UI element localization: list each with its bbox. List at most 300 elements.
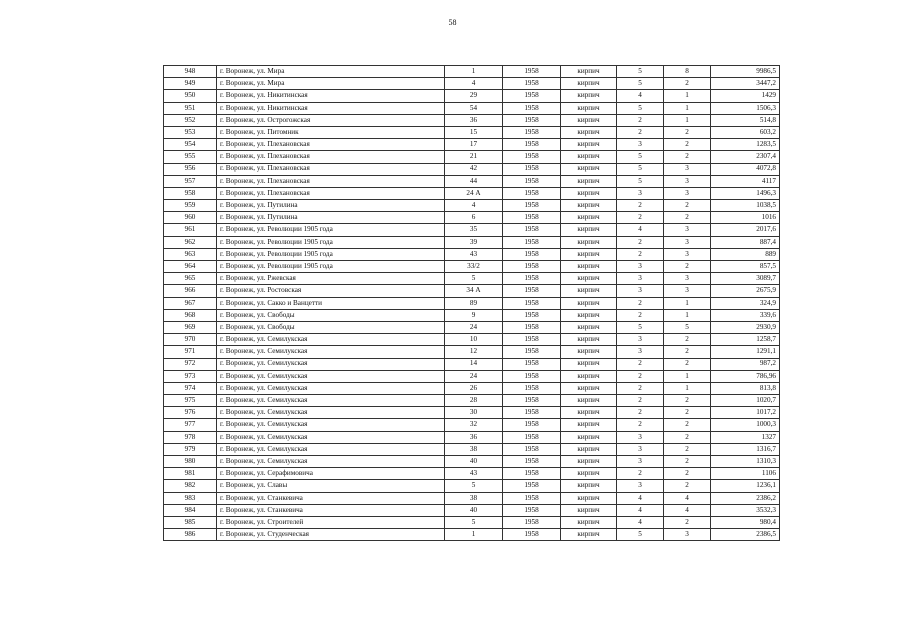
- table-row: [164, 236, 780, 248]
- house-number-cell: 43: [445, 468, 503, 480]
- floors-cell: 2: [617, 212, 664, 224]
- entrances-cell: 2: [664, 395, 711, 407]
- table-row: [164, 212, 780, 224]
- address-cell: г. Воронеж, ул. Плехановская: [217, 151, 445, 163]
- row-number-cell: 982: [164, 480, 217, 492]
- address-cell: г. Воронеж, ул. Студенческая: [217, 529, 445, 541]
- build-year-cell: 1958: [503, 382, 561, 394]
- wall-material-cell: кирпич: [561, 309, 617, 321]
- area-cell: 1506,3: [711, 102, 780, 114]
- wall-material-cell: кирпич: [561, 407, 617, 419]
- floors-cell: 5: [617, 102, 664, 114]
- build-year-cell: 1958: [503, 261, 561, 273]
- house-number-cell: 21: [445, 151, 503, 163]
- build-year-cell: 1958: [503, 102, 561, 114]
- wall-material-cell: кирпич: [561, 285, 617, 297]
- floors-cell: 2: [617, 358, 664, 370]
- build-year-cell: 1958: [503, 443, 561, 455]
- address-cell: г. Воронеж, ул. Революции 1905 года: [217, 236, 445, 248]
- row-number-cell: 960: [164, 212, 217, 224]
- build-year-cell: 1958: [503, 248, 561, 260]
- address-cell: г. Воронеж, ул. Строителей: [217, 516, 445, 528]
- area-cell: 1236,1: [711, 480, 780, 492]
- table-row: [164, 163, 780, 175]
- area-cell: 889: [711, 248, 780, 260]
- row-number-cell: 961: [164, 224, 217, 236]
- address-cell: г. Воронеж, ул. Семилукская: [217, 456, 445, 468]
- entrances-cell: 1: [664, 382, 711, 394]
- floors-cell: 5: [617, 529, 664, 541]
- wall-material-cell: кирпич: [561, 151, 617, 163]
- row-number-cell: 950: [164, 90, 217, 102]
- table-row: [164, 139, 780, 151]
- area-cell: 1496,3: [711, 187, 780, 199]
- house-number-cell: 30: [445, 407, 503, 419]
- wall-material-cell: кирпич: [561, 382, 617, 394]
- entrances-cell: 3: [664, 163, 711, 175]
- wall-material-cell: кирпич: [561, 370, 617, 382]
- wall-material-cell: кирпич: [561, 212, 617, 224]
- build-year-cell: 1958: [503, 126, 561, 138]
- area-cell: 1429: [711, 90, 780, 102]
- row-number-cell: 984: [164, 504, 217, 516]
- wall-material-cell: кирпич: [561, 529, 617, 541]
- area-cell: 2930,9: [711, 321, 780, 333]
- table-row: [164, 346, 780, 358]
- house-number-cell: 42: [445, 163, 503, 175]
- build-year-cell: 1958: [503, 90, 561, 102]
- table-row: [164, 358, 780, 370]
- table-row: [164, 102, 780, 114]
- row-number-cell: 949: [164, 78, 217, 90]
- entrances-cell: 2: [664, 151, 711, 163]
- address-cell: г. Воронеж, ул. Серафимовича: [217, 468, 445, 480]
- area-cell: 857,5: [711, 261, 780, 273]
- address-cell: г. Воронеж, ул. Семилукская: [217, 370, 445, 382]
- entrances-cell: 3: [664, 248, 711, 260]
- floors-cell: 2: [617, 309, 664, 321]
- floors-cell: 4: [617, 516, 664, 528]
- area-cell: 1000,3: [711, 419, 780, 431]
- row-number-cell: 985: [164, 516, 217, 528]
- house-number-cell: 5: [445, 516, 503, 528]
- row-number-cell: 975: [164, 395, 217, 407]
- wall-material-cell: кирпич: [561, 358, 617, 370]
- floors-cell: 4: [617, 492, 664, 504]
- floors-cell: 2: [617, 395, 664, 407]
- table-row: [164, 504, 780, 516]
- area-cell: 2675,9: [711, 285, 780, 297]
- row-number-cell: 955: [164, 151, 217, 163]
- row-number-cell: 964: [164, 261, 217, 273]
- wall-material-cell: кирпич: [561, 200, 617, 212]
- entrances-cell: 2: [664, 407, 711, 419]
- house-number-cell: 26: [445, 382, 503, 394]
- build-year-cell: 1958: [503, 431, 561, 443]
- floors-cell: 3: [617, 273, 664, 285]
- build-year-cell: 1958: [503, 151, 561, 163]
- table-row: [164, 66, 780, 78]
- row-number-cell: 965: [164, 273, 217, 285]
- table-row: [164, 431, 780, 443]
- house-number-cell: 5: [445, 480, 503, 492]
- address-cell: г. Воронеж, ул. Семилукская: [217, 431, 445, 443]
- entrances-cell: 2: [664, 78, 711, 90]
- area-cell: 2386,5: [711, 529, 780, 541]
- entrances-cell: 3: [664, 236, 711, 248]
- entrances-cell: 8: [664, 66, 711, 78]
- entrances-cell: 4: [664, 492, 711, 504]
- entrances-cell: 2: [664, 139, 711, 151]
- build-year-cell: 1958: [503, 175, 561, 187]
- wall-material-cell: кирпич: [561, 139, 617, 151]
- house-number-cell: 14: [445, 358, 503, 370]
- build-year-cell: 1958: [503, 334, 561, 346]
- entrances-cell: 2: [664, 456, 711, 468]
- address-cell: г. Воронеж, ул. Сакко и Ванцетти: [217, 297, 445, 309]
- entrances-cell: 2: [664, 212, 711, 224]
- house-number-cell: 4: [445, 78, 503, 90]
- house-number-cell: 40: [445, 456, 503, 468]
- wall-material-cell: кирпич: [561, 419, 617, 431]
- floors-cell: 3: [617, 456, 664, 468]
- wall-material-cell: кирпич: [561, 126, 617, 138]
- address-cell: г. Воронеж, ул. Семилукская: [217, 346, 445, 358]
- area-cell: 4072,8: [711, 163, 780, 175]
- floors-cell: 2: [617, 407, 664, 419]
- entrances-cell: 1: [664, 370, 711, 382]
- row-number-cell: 973: [164, 370, 217, 382]
- area-cell: 1017,2: [711, 407, 780, 419]
- entrances-cell: 3: [664, 224, 711, 236]
- housing-registry-table: [163, 65, 780, 541]
- row-number-cell: 979: [164, 443, 217, 455]
- build-year-cell: 1958: [503, 285, 561, 297]
- table-row: [164, 309, 780, 321]
- entrances-cell: 2: [664, 346, 711, 358]
- area-cell: 1310,3: [711, 456, 780, 468]
- area-cell: 4117: [711, 175, 780, 187]
- address-cell: г. Воронеж, ул. Плехановская: [217, 139, 445, 151]
- table-row: [164, 261, 780, 273]
- floors-cell: 2: [617, 114, 664, 126]
- build-year-cell: 1958: [503, 370, 561, 382]
- area-cell: 2017,6: [711, 224, 780, 236]
- page-number: 58: [448, 18, 457, 27]
- address-cell: г. Воронеж, ул. Семилукская: [217, 334, 445, 346]
- table-row: [164, 480, 780, 492]
- address-cell: г. Воронеж, ул. Путилина: [217, 212, 445, 224]
- address-cell: г. Воронеж, ул. Никитинская: [217, 90, 445, 102]
- house-number-cell: 9: [445, 309, 503, 321]
- table-row: [164, 492, 780, 504]
- house-number-cell: 35: [445, 224, 503, 236]
- house-number-cell: 5: [445, 273, 503, 285]
- address-cell: г. Воронеж, ул. Революции 1905 года: [217, 248, 445, 260]
- area-cell: 1327: [711, 431, 780, 443]
- build-year-cell: 1958: [503, 163, 561, 175]
- table-row: [164, 370, 780, 382]
- address-cell: г. Воронеж, ул. Острогожская: [217, 114, 445, 126]
- build-year-cell: 1958: [503, 273, 561, 285]
- house-number-cell: 12: [445, 346, 503, 358]
- floors-cell: 2: [617, 248, 664, 260]
- house-number-cell: 89: [445, 297, 503, 309]
- area-cell: 1020,7: [711, 395, 780, 407]
- entrances-cell: 2: [664, 419, 711, 431]
- row-number-cell: 976: [164, 407, 217, 419]
- table-row: [164, 529, 780, 541]
- floors-cell: 2: [617, 419, 664, 431]
- floors-cell: 4: [617, 90, 664, 102]
- build-year-cell: 1958: [503, 224, 561, 236]
- table-row: [164, 516, 780, 528]
- wall-material-cell: кирпич: [561, 273, 617, 285]
- floors-cell: 5: [617, 66, 664, 78]
- area-cell: 3089,7: [711, 273, 780, 285]
- wall-material-cell: кирпич: [561, 224, 617, 236]
- table-row: [164, 248, 780, 260]
- house-number-cell: 1: [445, 66, 503, 78]
- address-cell: г. Воронеж, ул. Никитинская: [217, 102, 445, 114]
- table-row: [164, 285, 780, 297]
- table-row: [164, 273, 780, 285]
- row-number-cell: 948: [164, 66, 217, 78]
- house-number-cell: 15: [445, 126, 503, 138]
- entrances-cell: 2: [664, 358, 711, 370]
- row-number-cell: 978: [164, 431, 217, 443]
- table-row: [164, 468, 780, 480]
- table-row: [164, 224, 780, 236]
- build-year-cell: 1958: [503, 66, 561, 78]
- entrances-cell: 2: [664, 516, 711, 528]
- area-cell: 887,4: [711, 236, 780, 248]
- table-body: [164, 66, 780, 541]
- floors-cell: 3: [617, 480, 664, 492]
- area-cell: 3532,3: [711, 504, 780, 516]
- house-number-cell: 17: [445, 139, 503, 151]
- build-year-cell: 1958: [503, 492, 561, 504]
- house-number-cell: 34 А: [445, 285, 503, 297]
- area-cell: 9986,5: [711, 66, 780, 78]
- house-number-cell: 54: [445, 102, 503, 114]
- area-cell: 339,6: [711, 309, 780, 321]
- table-row: [164, 126, 780, 138]
- floors-cell: 3: [617, 431, 664, 443]
- row-number-cell: 970: [164, 334, 217, 346]
- floors-cell: 2: [617, 297, 664, 309]
- row-number-cell: 971: [164, 346, 217, 358]
- address-cell: г. Воронеж, ул. Ростовская: [217, 285, 445, 297]
- build-year-cell: 1958: [503, 480, 561, 492]
- table-row: [164, 456, 780, 468]
- row-number-cell: 958: [164, 187, 217, 199]
- address-cell: г. Воронеж, ул. Плехановская: [217, 163, 445, 175]
- entrances-cell: 2: [664, 443, 711, 455]
- row-number-cell: 954: [164, 139, 217, 151]
- area-cell: 1283,5: [711, 139, 780, 151]
- row-number-cell: 986: [164, 529, 217, 541]
- entrances-cell: 3: [664, 187, 711, 199]
- house-number-cell: 36: [445, 114, 503, 126]
- wall-material-cell: кирпич: [561, 516, 617, 528]
- area-cell: 1106: [711, 468, 780, 480]
- build-year-cell: 1958: [503, 395, 561, 407]
- entrances-cell: 1: [664, 297, 711, 309]
- entrances-cell: 2: [664, 468, 711, 480]
- house-number-cell: 24 А: [445, 187, 503, 199]
- house-number-cell: 29: [445, 90, 503, 102]
- entrances-cell: 2: [664, 480, 711, 492]
- wall-material-cell: кирпич: [561, 261, 617, 273]
- table-row: [164, 443, 780, 455]
- row-number-cell: 952: [164, 114, 217, 126]
- entrances-cell: 3: [664, 529, 711, 541]
- area-cell: 514,8: [711, 114, 780, 126]
- address-cell: г. Воронеж, ул. Славы: [217, 480, 445, 492]
- build-year-cell: 1958: [503, 346, 561, 358]
- area-cell: 324,9: [711, 297, 780, 309]
- row-number-cell: 977: [164, 419, 217, 431]
- build-year-cell: 1958: [503, 187, 561, 199]
- build-year-cell: 1958: [503, 309, 561, 321]
- wall-material-cell: кирпич: [561, 102, 617, 114]
- floors-cell: 2: [617, 236, 664, 248]
- build-year-cell: 1958: [503, 78, 561, 90]
- floors-cell: 3: [617, 139, 664, 151]
- floors-cell: 4: [617, 224, 664, 236]
- area-cell: 813,8: [711, 382, 780, 394]
- area-cell: 2307,4: [711, 151, 780, 163]
- floors-cell: 3: [617, 187, 664, 199]
- area-cell: 1016: [711, 212, 780, 224]
- row-number-cell: 956: [164, 163, 217, 175]
- address-cell: г. Воронеж, ул. Плехановская: [217, 187, 445, 199]
- house-number-cell: 36: [445, 431, 503, 443]
- table-row: [164, 419, 780, 431]
- row-number-cell: 953: [164, 126, 217, 138]
- address-cell: г. Воронеж, ул. Революции 1905 года: [217, 224, 445, 236]
- floors-cell: 2: [617, 126, 664, 138]
- table-row: [164, 321, 780, 333]
- table-row: [164, 382, 780, 394]
- floors-cell: 3: [617, 285, 664, 297]
- table-row: [164, 114, 780, 126]
- entrances-cell: 3: [664, 273, 711, 285]
- house-number-cell: 10: [445, 334, 503, 346]
- area-cell: 987,2: [711, 358, 780, 370]
- row-number-cell: 968: [164, 309, 217, 321]
- address-cell: г. Воронеж, ул. Семилукская: [217, 419, 445, 431]
- house-number-cell: 38: [445, 492, 503, 504]
- wall-material-cell: кирпич: [561, 78, 617, 90]
- row-number-cell: 967: [164, 297, 217, 309]
- wall-material-cell: кирпич: [561, 175, 617, 187]
- address-cell: г. Воронеж, ул. Семилукская: [217, 407, 445, 419]
- row-number-cell: 981: [164, 468, 217, 480]
- address-cell: г. Воронеж, ул. Путилина: [217, 200, 445, 212]
- area-cell: 3447,2: [711, 78, 780, 90]
- house-number-cell: 24: [445, 321, 503, 333]
- wall-material-cell: кирпич: [561, 334, 617, 346]
- address-cell: г. Воронеж, ул. Свободы: [217, 309, 445, 321]
- table-row: [164, 407, 780, 419]
- entrances-cell: 2: [664, 334, 711, 346]
- area-cell: 2386,2: [711, 492, 780, 504]
- table-row: [164, 78, 780, 90]
- row-number-cell: 974: [164, 382, 217, 394]
- build-year-cell: 1958: [503, 516, 561, 528]
- entrances-cell: 1: [664, 102, 711, 114]
- floors-cell: 2: [617, 468, 664, 480]
- address-cell: г. Воронеж, ул. Мира: [217, 66, 445, 78]
- wall-material-cell: кирпич: [561, 346, 617, 358]
- floors-cell: 5: [617, 151, 664, 163]
- wall-material-cell: кирпич: [561, 114, 617, 126]
- area-cell: 980,4: [711, 516, 780, 528]
- table-row: [164, 151, 780, 163]
- house-number-cell: 6: [445, 212, 503, 224]
- entrances-cell: 2: [664, 126, 711, 138]
- entrances-cell: 2: [664, 200, 711, 212]
- area-cell: 1258,7: [711, 334, 780, 346]
- row-number-cell: 972: [164, 358, 217, 370]
- wall-material-cell: кирпич: [561, 90, 617, 102]
- house-number-cell: 28: [445, 395, 503, 407]
- house-number-cell: 24: [445, 370, 503, 382]
- address-cell: г. Воронеж, ул. Станкевича: [217, 504, 445, 516]
- build-year-cell: 1958: [503, 236, 561, 248]
- address-cell: г. Воронеж, ул. Мира: [217, 78, 445, 90]
- wall-material-cell: кирпич: [561, 504, 617, 516]
- table-row: [164, 187, 780, 199]
- area-cell: 1038,5: [711, 200, 780, 212]
- table-row: [164, 334, 780, 346]
- build-year-cell: 1958: [503, 139, 561, 151]
- row-number-cell: 962: [164, 236, 217, 248]
- area-cell: 1316,7: [711, 443, 780, 455]
- address-cell: г. Воронеж, ул. Питомник: [217, 126, 445, 138]
- address-cell: г. Воронеж, ул. Семилукская: [217, 358, 445, 370]
- entrances-cell: 1: [664, 309, 711, 321]
- build-year-cell: 1958: [503, 212, 561, 224]
- build-year-cell: 1958: [503, 504, 561, 516]
- floors-cell: 3: [617, 334, 664, 346]
- wall-material-cell: кирпич: [561, 321, 617, 333]
- area-cell: 1291,1: [711, 346, 780, 358]
- address-cell: г. Воронеж, ул. Революции 1905 года: [217, 261, 445, 273]
- table-row: [164, 297, 780, 309]
- house-number-cell: 32: [445, 419, 503, 431]
- area-cell: 786,96: [711, 370, 780, 382]
- area-cell: 603,2: [711, 126, 780, 138]
- address-cell: г. Воронеж, ул. Семилукская: [217, 382, 445, 394]
- floors-cell: 5: [617, 163, 664, 175]
- wall-material-cell: кирпич: [561, 492, 617, 504]
- build-year-cell: 1958: [503, 321, 561, 333]
- table-row: [164, 90, 780, 102]
- row-number-cell: 980: [164, 456, 217, 468]
- wall-material-cell: кирпич: [561, 468, 617, 480]
- wall-material-cell: кирпич: [561, 163, 617, 175]
- build-year-cell: 1958: [503, 407, 561, 419]
- floors-cell: 5: [617, 78, 664, 90]
- table-row: [164, 395, 780, 407]
- wall-material-cell: кирпич: [561, 456, 617, 468]
- row-number-cell: 966: [164, 285, 217, 297]
- house-number-cell: 33/2: [445, 261, 503, 273]
- wall-material-cell: кирпич: [561, 236, 617, 248]
